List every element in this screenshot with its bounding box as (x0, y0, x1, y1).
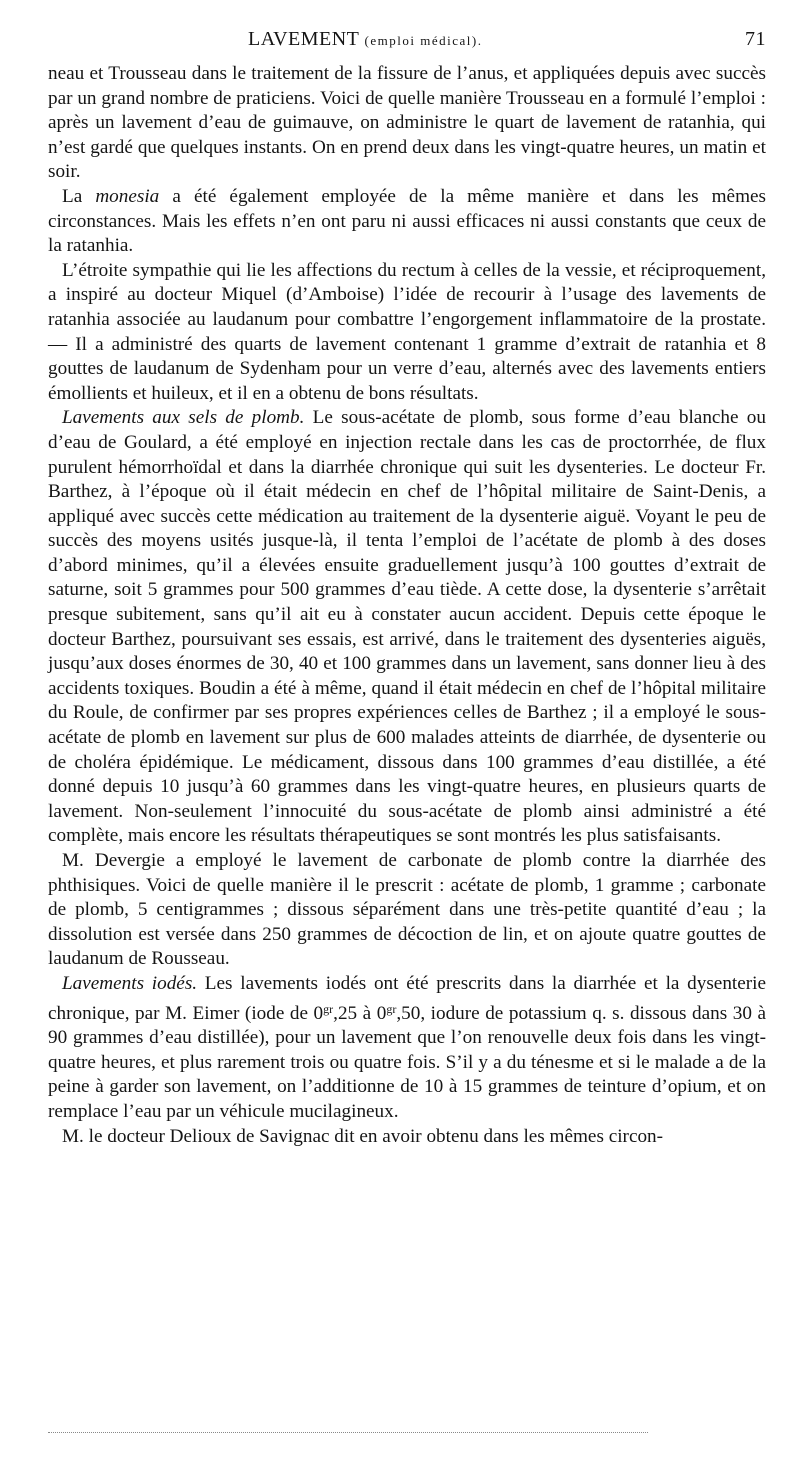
running-title (248, 28, 482, 51)
body-text (48, 62, 766, 1149)
paragraph-text: ,25 à 0 (333, 1002, 387, 1024)
paragraph-lead-salts (48, 406, 766, 849)
paragraph-monesia (48, 185, 766, 259)
paragraph-text: Le sous-acétate de plomb, sous forme d’eau blanche ou d’eau de Goulard, a été employé en injection rectale dans les cas de proctorrhée, de flux purulent hémorrhoïdal et dans la diarrhée chronique qui suit les dysenteries. Le docteur Fr. Barthez, à l’époque où il était médecin en chef de l’hôpital militaire de Saint-Denis, a appliqué avec succès cette médication au traitement de la dysenterie aiguë. Voyant le peu de succès des moyens usités jusque-là, il tenta l’emploi de l’acétate de plomb à des doses d’abord minimes, qu’il a élevées ensuite graduellement jusqu’à 100 gouttes d’extrait de saturne, soit 5 grammes pour 500 grammes d’eau tiède. A cette dose, la dysenterie s’arrêtait presque subitement, sans qu’il ait eu à constater aucun accident. Depuis cette époque le docteur Barthez, poursuivant ses essais, est arrivé, dans le traitement des dysenteries aiguës, jusqu’aux doses énormes de 30, 40 et 100 grammes dans un lavement, sans donner lieu à des accidents toxiques. Boudin a été à même, quand il était médecin en chef de l’hôpital militaire du Roule, de confirmer par ses propres expériences celles de Barthez ; il a employé le sous-acétate de plomb en lavement sur plus de 600 malades atteints de diarrhée, de dysenterie ou de choléra épidémique. Le médicament, dissous dans 100 grammes d’eau distillée, a été donné depuis 10 jusqu’à 60 grammes dans les vingt-quatre heures, en plusieurs quarts de lavement. Non-seulement l’innocuité du sous-acétate de plomb ainsi administré a été complète, mais encore les résultats thérapeutiques se sont montrés les plus satisfaisants. (48, 407, 766, 847)
paragraph-text: Les lavements iodés ont été prescrits dans la diarrhée et la dysenterie chronique, par M. Eimer (iode de 0 (48, 972, 766, 1024)
paragraph-iodine (48, 972, 766, 1125)
paragraph-text: ,50, iodure de potassium q. s. dissous dans 30 à 90 grammes d’eau distillée), pour un lavement que l’on renouvelle deux fois dans les vingt-quatre heures, et plus rarement trois ou quatre fois. S’il y a du ténesme et si le malade a de la peine à garder son lavement, on l’additionne de 10 à 15 grammes de teinture d’opium, et on remplace l’eau par un véhicule mucilagineux. (48, 1002, 766, 1122)
paragraph-delioux: M. le docteur Delioux de Savignac dit en avoir obtenu dans les mêmes circon- (62, 1125, 664, 1147)
paragraph-text: La (62, 185, 96, 207)
page-number: 71 (745, 28, 766, 50)
running-title-main: LAVEMENT (248, 28, 360, 50)
paragraph-text: a été également employée de la même manière et dans les mêmes circonstances. Mais les effets n’en ont paru ni aussi efficaces ni aussi constants que ceux de la ratanhia. (48, 185, 766, 257)
section-heading-italic: Lavements iodés. (62, 972, 198, 994)
document-page (48, 28, 766, 1149)
footer-rule (48, 1432, 648, 1433)
page-header (48, 28, 766, 62)
running-title-sub: (emploi médical). (364, 33, 483, 48)
paragraph-prostate: L’étroite sympathie qui lie les affections du rectum à celles de la vessie, et réciproquement, a inspiré au docteur Miquel (d’Amboise) l’idée de recourir à l’usage des lavements de ratanhia associée au laudanum pour combattre l’engorgement inflammatoire de la prostate. — Il a administré des quarts de lavement contenant 1 gramme d’extrait de ratanhia et 8 gouttes de laudanum de Sydenham pour un verre d’eau, alternés avec des lavements entiers émollients et huileux, et il en a obtenu de bons résultats. (48, 259, 766, 404)
section-heading-italic: Lavements aux sels de plomb. (62, 407, 305, 429)
superscript-unit: gr (386, 1001, 397, 1016)
italic-term: monesia (95, 185, 160, 207)
paragraph-devergie: M. Devergie a employé le lavement de carbonate de plomb contre la diarrhée des phthisiques. Voici de quelle manière il le prescrit : acétate de plomb, 1 gramme ; carbonate de plomb, 5 centigrammes ; dissous séparément dans une très-petite quantité d’eau ; la dissolution est versée dans 250 grammes de décoction de lin, et on ajoute quatre gouttes de laudanum de Rousseau. (48, 850, 766, 970)
paragraph-continuation: neau et Trousseau dans le traitement de la fissure de l’anus, et appliquées depuis avec succès par un grand nombre de praticiens. Voici de quelle manière Trousseau en a formulé l’emploi : après un lavement d’eau de guimauve, on administre le quart de lavement de ratanhia, qui n’est gardé que quelques instants. On en prend deux dans les vingt-quatre heures, un matin et soir. (48, 63, 766, 183)
superscript-unit: gr (323, 1001, 334, 1016)
